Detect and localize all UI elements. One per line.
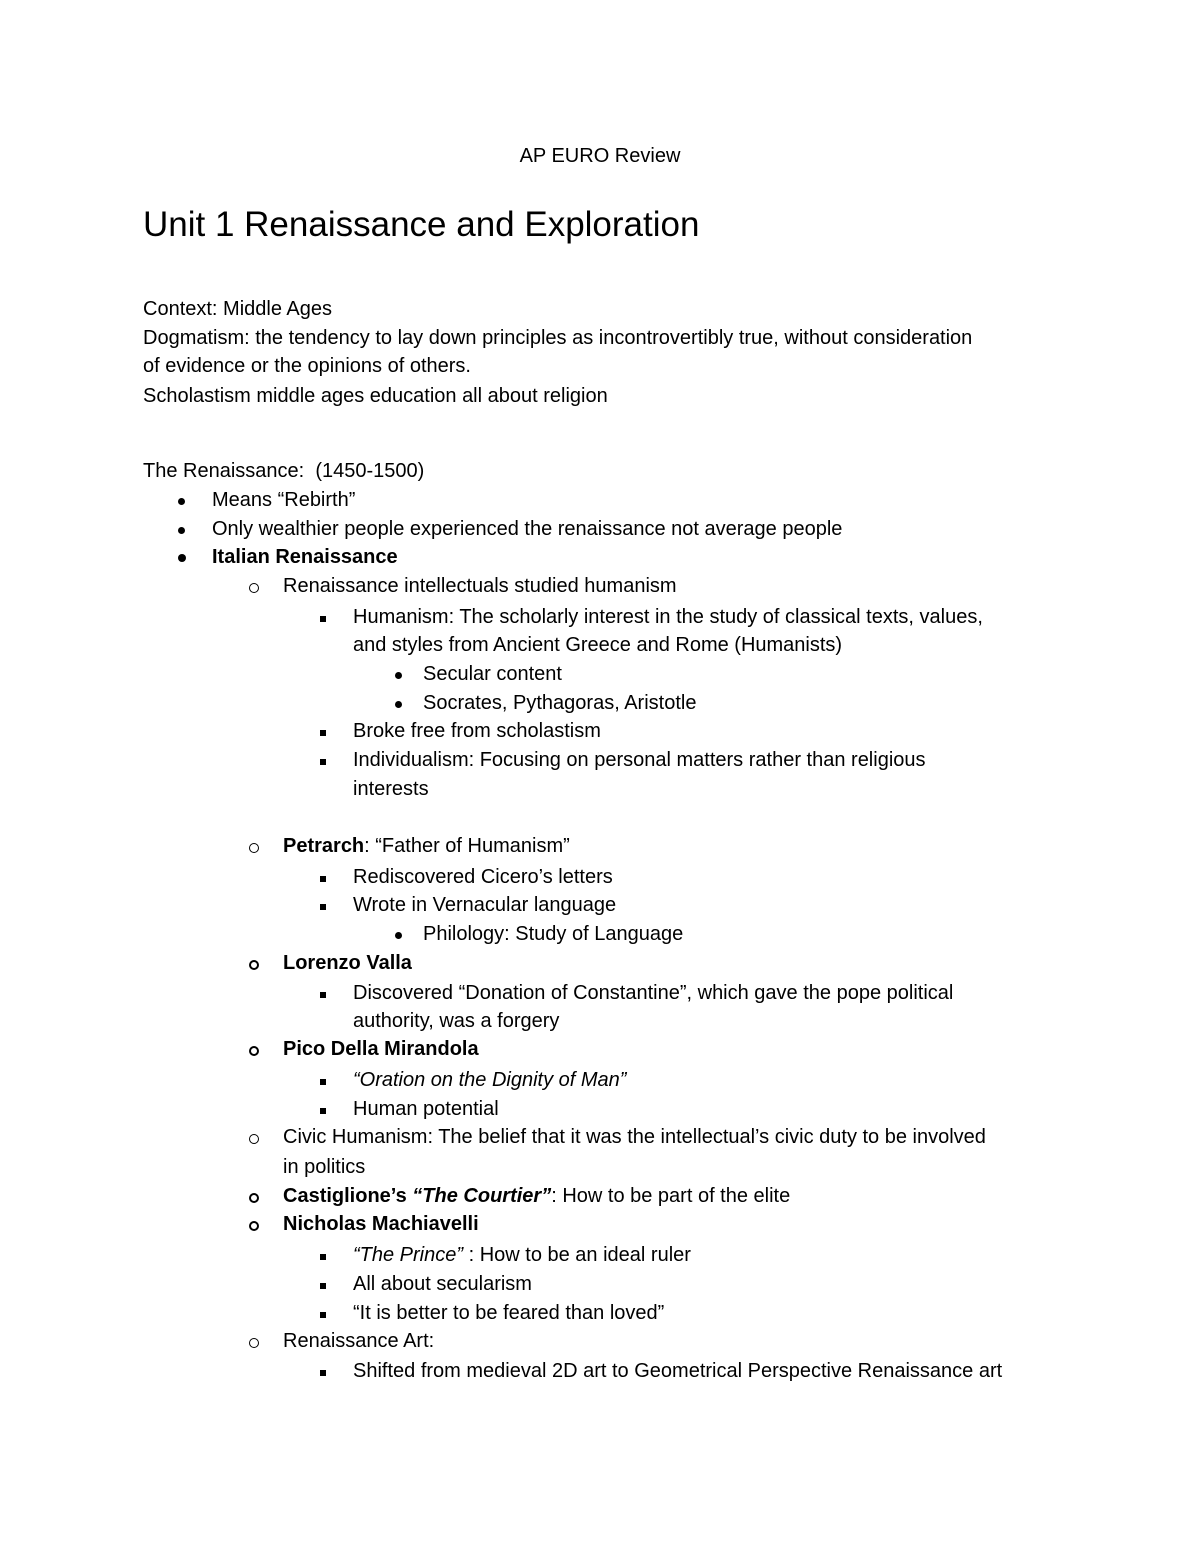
bullet-square-marker (320, 876, 326, 882)
petrarch-description: : “Father of Humanism” (364, 835, 570, 857)
bullet-disc-marker (178, 527, 185, 534)
list-item-vernacular (353, 891, 616, 920)
castiglione-name: Castiglione’s (283, 1185, 413, 1207)
unit-title: Unit 1 Renaissance and Exploration (143, 205, 700, 244)
list-item-text: Civic Humanism: The belief that it was the intellectual’s civic duty to be involved (283, 1126, 986, 1148)
list-item-text: Wrote in Vernacular language (353, 894, 617, 916)
list-item-text: Pico Della Mirandola (283, 1038, 479, 1060)
bullet-disc-marker (395, 932, 402, 939)
list-item-text: Lorenzo Valla (283, 952, 412, 974)
dogmatism-definition-line-2: of evidence or the opinions of others. (143, 355, 471, 377)
list-item-broke-free (353, 717, 601, 746)
list-item-castiglione (283, 1182, 790, 1211)
list-item-philology (423, 920, 683, 949)
prince-title: “The Prince” (353, 1244, 464, 1266)
courtier-title: “The Courtier” (412, 1185, 552, 1207)
list-item-text: Rediscovered Cicero’s letters (353, 866, 613, 888)
list-item-text: Renaissance intellectuals studied humanism (283, 575, 677, 597)
bullet-square-marker (320, 1254, 326, 1260)
list-item-civic-humanism-continued: in politics (283, 1156, 366, 1178)
list-item-text: “Oration on the Dignity of Man” (353, 1069, 627, 1091)
list-item-secularism (353, 1270, 532, 1299)
list-item-secular-content (423, 660, 562, 689)
list-item-text: Nicholas Machiavelli (283, 1213, 479, 1235)
list-item-philosophers (423, 689, 696, 718)
list-item-individualism (353, 746, 926, 775)
list-item-renaissance-art (283, 1327, 434, 1356)
bullet-disc-marker (178, 554, 186, 562)
bullet-square-marker (320, 730, 326, 736)
bullet-square-marker (320, 1283, 326, 1289)
list-item-text: Italian Renaissance (212, 546, 398, 568)
bullet-circle-marker (249, 1338, 259, 1348)
bullet-circle-marker (249, 1046, 259, 1056)
list-item-text: “It is better to be feared than loved” (353, 1302, 665, 1324)
bullet-circle-marker (249, 843, 259, 853)
list-item-individualism-continued: interests (353, 778, 429, 800)
bullet-square-marker (320, 616, 326, 622)
list-item-italian-renaissance (212, 543, 398, 572)
bullet-square-marker (320, 1108, 326, 1114)
bullet-square-marker (320, 992, 326, 998)
bullet-circle-marker (249, 1193, 259, 1203)
prince-description: : How to be an ideal ruler (463, 1244, 691, 1266)
list-item-the-prince (353, 1241, 691, 1270)
bullet-disc-marker (178, 498, 185, 505)
list-item-geometrical-perspective (353, 1357, 1002, 1386)
list-item-donation-continued: authority, was a forgery (353, 1010, 560, 1032)
list-item-text: All about secularism (353, 1273, 532, 1295)
list-item-feared-quote (353, 1299, 664, 1328)
dogmatism-definition-line-1: Dogmatism: the tendency to lay down principles as incontrovertibly true, without consideration (143, 327, 973, 349)
list-item-intellectuals (283, 572, 677, 601)
list-item-lorenzo-valla (283, 949, 412, 978)
list-item-human-potential (353, 1095, 499, 1124)
document-header-title: AP EURO Review (519, 145, 681, 167)
bullet-square-marker (320, 1312, 326, 1318)
list-item-text: Renaissance Art: (283, 1330, 435, 1352)
context-line: Context: Middle Ages (143, 298, 332, 320)
list-item-humanism (353, 603, 983, 632)
bullet-square-marker (320, 1370, 326, 1376)
bullet-disc-marker (395, 672, 402, 679)
bullet-disc-marker (395, 701, 402, 708)
list-item-donation-of-constantine (353, 979, 953, 1008)
list-item-cicero-letters (353, 863, 613, 892)
list-item-text: Socrates, Pythagoras, Aristotle (423, 692, 697, 714)
list-item-text: Humanism: The scholarly interest in the study of classical texts, values, (353, 606, 983, 628)
list-item-means-rebirth (212, 486, 355, 515)
list-item-text: Philology: Study of Language (423, 923, 684, 945)
bullet-circle-marker (249, 960, 259, 970)
bullet-square-marker (320, 904, 326, 910)
list-item-text: Human potential (353, 1098, 499, 1120)
list-item-text: Broke free from scholastism (353, 720, 601, 742)
renaissance-heading: The Renaissance: (1450-1500) (143, 460, 425, 482)
bullet-circle-marker (249, 1134, 259, 1144)
list-item-humanism-continued: and styles from Ancient Greece and Rome (Humanists) (353, 634, 843, 656)
list-item-petrarch (283, 832, 570, 861)
list-item-civic-humanism (283, 1123, 986, 1152)
list-item-text: Shifted from medieval 2D art to Geometrical Perspective Renaissance art (353, 1360, 1003, 1382)
bullet-square-marker (320, 759, 326, 765)
bullet-circle-marker (249, 583, 259, 593)
list-item-pico-della-mirandola (283, 1035, 479, 1064)
courtier-description: : How to be part of the elite (551, 1185, 791, 1207)
list-item-text: Discovered “Donation of Constantine”, which gave the pope political (353, 982, 954, 1004)
list-item-wealthier-people (212, 515, 842, 544)
bullet-square-marker (320, 1079, 326, 1085)
scholastism-line: Scholastism middle ages education all about religion (143, 385, 608, 407)
bullet-circle-marker (249, 1221, 259, 1231)
list-item-text: Means “Rebirth” (212, 489, 356, 511)
petrarch-name: Petrarch (283, 835, 365, 857)
list-item-text: Individualism: Focusing on personal matters rather than religious (353, 749, 926, 771)
list-item-oration (353, 1066, 626, 1095)
list-item-text: Only wealthier people experienced the renaissance not average people (212, 518, 843, 540)
list-item-text: Secular content (423, 663, 562, 685)
list-item-machiavelli (283, 1210, 479, 1239)
